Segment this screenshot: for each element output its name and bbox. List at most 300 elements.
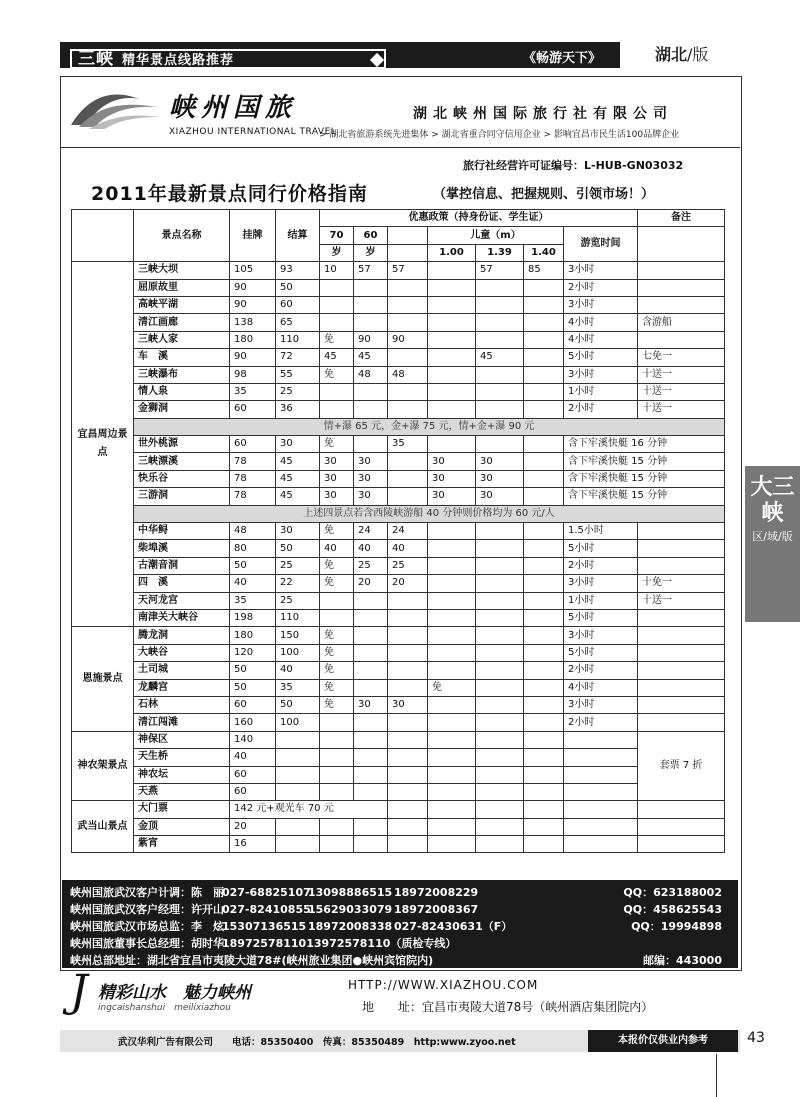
table-cell <box>638 836 725 853</box>
contact-row <box>70 935 730 952</box>
child-140-price <box>524 679 564 696</box>
footer-publisher: 武汉华利广告有限公司 电话：85350400 传真：85350489 http:www.zyoo.net <box>118 1037 516 1048</box>
age70-price: 30 <box>320 453 354 470</box>
extra-price <box>388 644 428 661</box>
age70-price <box>320 279 354 296</box>
contact-phone: 18972008229 <box>394 886 479 899</box>
listed-price: 50 <box>230 679 276 696</box>
contact-row <box>70 901 730 918</box>
duration: 含下牢溪快艇 15 分钟 <box>564 453 725 470</box>
listed-price: 90 <box>230 296 276 313</box>
age60-price: 57 <box>354 262 388 279</box>
age70-price: 30 <box>320 488 354 505</box>
group-label: 武当山景点 <box>72 801 134 853</box>
header-age60: 60 <box>354 227 388 244</box>
spot-name: 高峡平湖 <box>134 296 230 313</box>
child-140-price <box>524 592 564 609</box>
table-cell <box>388 731 428 748</box>
age60-price <box>354 609 388 626</box>
age70-price: 免 <box>320 662 354 679</box>
spot-name: 清江画廊 <box>134 314 230 331</box>
age70-price <box>320 314 354 331</box>
child-139-price: 57 <box>476 262 524 279</box>
child-140-price <box>524 557 564 574</box>
slogan-pinyin: ingcaishanshui meilixiazhou <box>98 1003 231 1013</box>
extra-price: 30 <box>388 696 428 713</box>
listed-price: 90 <box>230 349 276 366</box>
remark: 含游船 <box>638 314 725 331</box>
child-140-price <box>524 349 564 366</box>
contact-name: 峡州国旅武汉客户计调：陈 丽 <box>70 886 224 899</box>
child-140-price <box>524 575 564 592</box>
remark <box>638 279 725 296</box>
listed-price: 138 <box>230 314 276 331</box>
child-100-price: 免 <box>428 679 476 696</box>
contact-phone: 18972008338 <box>308 920 393 933</box>
edition-region: 湖北 <box>655 45 688 64</box>
remark: 十送一 <box>638 592 725 609</box>
table-row <box>72 836 725 853</box>
table-cell <box>388 749 428 766</box>
contact-list <box>70 884 730 969</box>
contact-qq: QQ：458625543 <box>623 903 722 916</box>
remark: 十送一 <box>638 366 725 383</box>
age70-price <box>320 592 354 609</box>
table-header-row <box>72 210 725 227</box>
table-cell <box>276 749 320 766</box>
contact-phone: 13972578110（质检专线） <box>306 937 457 950</box>
child-140-price <box>524 366 564 383</box>
listed-price: 120 <box>230 644 276 661</box>
age60-price <box>354 714 388 731</box>
table-row <box>72 540 725 557</box>
table-row <box>72 262 725 279</box>
child-140-price <box>524 470 564 487</box>
age70-price: 30 <box>320 470 354 487</box>
footer-disclaimer: 本报价仅供业内参考 <box>588 1030 738 1052</box>
contact-phone: 13098886515 <box>308 886 393 899</box>
table-row <box>72 627 725 644</box>
table-row <box>72 644 725 661</box>
header-spot-name: 景点名称 <box>134 210 230 262</box>
child-139-price <box>476 401 524 418</box>
header-corner <box>72 210 134 262</box>
child-100-price <box>428 592 476 609</box>
age70-price: 免 <box>320 644 354 661</box>
duration: 4小时 <box>564 331 638 348</box>
child-100-price <box>428 557 476 574</box>
child-139-price <box>476 366 524 383</box>
company-name: 湖北峡州国际旅行社有限公司 <box>413 106 673 122</box>
note-row <box>72 505 725 522</box>
listed-price: 40 <box>230 575 276 592</box>
settle-price: 100 <box>276 714 320 731</box>
table-cell <box>476 749 524 766</box>
extra-price <box>388 470 428 487</box>
table-cell <box>276 836 320 853</box>
settle-price: 72 <box>276 349 320 366</box>
spot-name: 土司城 <box>134 662 230 679</box>
table-row <box>72 453 725 470</box>
header-remarks: 备注 <box>638 210 725 227</box>
child-139-price <box>476 523 524 540</box>
table-cell <box>354 836 388 853</box>
remark <box>638 627 725 644</box>
age60-price: 30 <box>354 488 388 505</box>
spot-name: 三游洞 <box>134 488 230 505</box>
child-139-price: 30 <box>476 470 524 487</box>
child-100-price <box>428 436 476 453</box>
side-tab-title: 大三峡 <box>750 474 795 526</box>
duration: 含下牢溪快艇 15 分钟 <box>564 470 725 487</box>
table-cell <box>524 766 564 783</box>
table-cell <box>476 836 524 853</box>
table-cell <box>428 836 476 853</box>
child-140-price <box>524 296 564 313</box>
table-row <box>72 436 725 453</box>
child-139-price <box>476 279 524 296</box>
table-row <box>72 749 725 766</box>
table-cell <box>428 766 476 783</box>
spot-name: 屈原故里 <box>134 279 230 296</box>
child-139-price <box>476 296 524 313</box>
child-140-price <box>524 714 564 731</box>
age60-price <box>354 627 388 644</box>
duration: 2小时 <box>564 401 638 418</box>
age60-price <box>354 296 388 313</box>
header-age-unit: 岁 <box>354 244 388 261</box>
table-row <box>72 801 725 818</box>
child-100-price <box>428 575 476 592</box>
table-row <box>72 470 725 487</box>
remark <box>638 662 725 679</box>
child-139-price <box>476 714 524 731</box>
duration: 3小时 <box>564 366 638 383</box>
settle-price: 35 <box>276 679 320 696</box>
child-100-price <box>428 714 476 731</box>
price-note: 情+瀑 65 元，金+瀑 75 元，情+金+瀑 90 元 <box>134 418 725 435</box>
table-row <box>72 488 725 505</box>
table-cell <box>388 766 428 783</box>
header-blank <box>388 244 428 261</box>
settle-price: 55 <box>276 366 320 383</box>
wave-logo-icon <box>69 85 161 131</box>
spot-name: 腾龙洞 <box>134 627 230 644</box>
table-cell <box>524 818 564 835</box>
remark <box>638 331 725 348</box>
price-table-body <box>72 210 725 853</box>
spot-name: 神农坛 <box>134 766 230 783</box>
table-cell <box>638 818 725 835</box>
contact-row <box>70 918 730 935</box>
child-100-price <box>428 314 476 331</box>
table-cell <box>564 749 638 766</box>
table-row <box>72 731 725 748</box>
contact-phone: 027-82430631（F） <box>394 920 513 933</box>
listed-price: 50 <box>230 662 276 679</box>
contact-row <box>70 884 730 901</box>
extra-price: 40 <box>388 540 428 557</box>
series-label: 精华景点线路推荐 <box>122 53 235 68</box>
age60-price <box>354 401 388 418</box>
table-cell <box>428 818 476 835</box>
listed-price: 60 <box>230 696 276 713</box>
listed-price: 60 <box>230 436 276 453</box>
settle-price: 60 <box>276 296 320 313</box>
listed-price: 78 <box>230 488 276 505</box>
contact-phone: 18972008367 <box>394 903 479 916</box>
listed-price: 35 <box>230 592 276 609</box>
table-cell <box>388 801 428 818</box>
header-height-100: 1.00 <box>428 244 476 261</box>
group-label: 神农架景点 <box>72 731 134 801</box>
age70-price: 免 <box>320 331 354 348</box>
child-139-price <box>476 540 524 557</box>
slogan-letter: J <box>70 966 88 1017</box>
header-duration: 游览时间 <box>564 227 638 262</box>
table-row <box>72 575 725 592</box>
age60-price: 24 <box>354 523 388 540</box>
spot-name: 三峡大坝 <box>134 262 230 279</box>
spot-name: 情人泉 <box>134 383 230 400</box>
contact-blank <box>495 935 622 952</box>
group-remark: 套票 7 折 <box>638 731 725 801</box>
page-header <box>60 38 740 72</box>
remark <box>638 262 725 279</box>
age60-price: 25 <box>354 557 388 574</box>
remark: 十送一 <box>638 383 725 400</box>
child-140-price <box>524 436 564 453</box>
contact-blank <box>623 935 730 952</box>
contact-phone: 027-82410855 <box>222 903 311 916</box>
listed-price: 16 <box>230 836 276 853</box>
age60-price <box>354 662 388 679</box>
table-cell <box>428 731 476 748</box>
remark <box>638 296 725 313</box>
child-100-price <box>428 696 476 713</box>
listed-price: 80 <box>230 540 276 557</box>
age60-price <box>354 679 388 696</box>
listed-price: 98 <box>230 366 276 383</box>
contact-row <box>70 952 730 969</box>
settle-price: 110 <box>276 609 320 626</box>
divider <box>716 1054 717 1097</box>
header-discount: 优惠政策（持身份证、学生证） <box>320 210 638 227</box>
table-cell <box>564 766 638 783</box>
child-140-price <box>524 401 564 418</box>
spot-name: 南津关大峡谷 <box>134 609 230 626</box>
settle-price: 45 <box>276 470 320 487</box>
table-cell <box>524 731 564 748</box>
table-cell <box>476 731 524 748</box>
divider <box>61 147 740 148</box>
duration: 3小时 <box>564 575 638 592</box>
table-cell <box>320 766 354 783</box>
table-cell <box>276 731 320 748</box>
child-139-price: 30 <box>476 488 524 505</box>
remark <box>638 523 725 540</box>
settle-price: 93 <box>276 262 320 279</box>
child-139-price <box>476 331 524 348</box>
table-cell <box>354 749 388 766</box>
table-cell <box>564 836 638 853</box>
child-139-price <box>476 696 524 713</box>
duration: 2小时 <box>564 714 638 731</box>
duration: 3小时 <box>564 696 638 713</box>
table-row <box>72 331 725 348</box>
company-address: 地 址：宜昌市夷陵大道78号（峡州酒店集团院内） <box>362 1000 654 1014</box>
child-140-price: 85 <box>524 262 564 279</box>
table-row <box>72 696 725 713</box>
child-140-price <box>524 488 564 505</box>
table-row <box>72 383 725 400</box>
contact-qq: QQ：623188002 <box>623 886 722 899</box>
header-height-140: 1.40 <box>524 244 564 261</box>
child-139-price <box>476 557 524 574</box>
child-100-price <box>428 662 476 679</box>
child-100-price <box>428 262 476 279</box>
table-cell <box>564 801 638 818</box>
remark <box>638 609 725 626</box>
child-139-price <box>476 592 524 609</box>
table-cell <box>524 801 564 818</box>
extra-price <box>388 349 428 366</box>
settle-price: 22 <box>276 575 320 592</box>
age60-price: 40 <box>354 540 388 557</box>
age60-price: 48 <box>354 366 388 383</box>
table-cell <box>354 731 388 748</box>
remark <box>638 679 725 696</box>
table-cell <box>354 766 388 783</box>
table-cell <box>476 818 524 835</box>
table-cell <box>320 783 354 800</box>
child-139-price: 30 <box>476 453 524 470</box>
child-140-price <box>524 523 564 540</box>
age70-price: 免 <box>320 366 354 383</box>
table-cell <box>320 731 354 748</box>
child-139-price <box>476 436 524 453</box>
header-height-139: 1.39 <box>476 244 524 261</box>
age70-price <box>320 296 354 313</box>
duration: 含下牢溪快艇 16 分钟 <box>564 436 725 453</box>
listed-price: 78 <box>230 453 276 470</box>
settle-price: 50 <box>276 279 320 296</box>
age60-price: 30 <box>354 470 388 487</box>
table-cell <box>476 801 524 818</box>
listed-price: 140 <box>230 731 276 748</box>
table-cell <box>564 818 638 835</box>
child-139-price <box>476 575 524 592</box>
child-100-price <box>428 331 476 348</box>
child-100-price: 30 <box>428 488 476 505</box>
contact-name: 峡州国旅武汉市场总监：李 炫 <box>70 920 224 933</box>
duration: 5小时 <box>564 644 638 661</box>
duration: 5小时 <box>564 609 638 626</box>
settle-price: 30 <box>276 436 320 453</box>
table-row <box>72 609 725 626</box>
extra-price: 57 <box>388 262 428 279</box>
duration: 2小时 <box>564 279 638 296</box>
settle-price: 25 <box>276 383 320 400</box>
table-row <box>72 279 725 296</box>
remark <box>638 714 725 731</box>
child-100-price <box>428 383 476 400</box>
brand-english: XIAZHOU INTERNATIONAL TRAVEL <box>169 127 337 137</box>
header-age-unit: 岁 <box>320 244 354 261</box>
spot-name: 龙麟宫 <box>134 679 230 696</box>
spot-name: 三峡人家 <box>134 331 230 348</box>
settle-price: 50 <box>276 540 320 557</box>
duration: 3小时 <box>564 262 638 279</box>
spot-name: 天燕 <box>134 783 230 800</box>
table-row <box>72 296 725 313</box>
listed-price: 60 <box>230 766 276 783</box>
table-cell <box>524 836 564 853</box>
table-cell <box>276 818 320 835</box>
table-row <box>72 349 725 366</box>
table-row <box>72 557 725 574</box>
page-number: 43 <box>747 1030 765 1046</box>
age60-price: 90 <box>354 331 388 348</box>
brand-name: 峡州国旅 <box>169 93 298 123</box>
table-row <box>72 314 725 331</box>
slogan-block <box>62 966 738 1020</box>
spot-name: 大峡谷 <box>134 644 230 661</box>
header-bar <box>60 42 620 68</box>
child-140-price <box>524 662 564 679</box>
extra-price: 25 <box>388 557 428 574</box>
extra-price <box>388 401 428 418</box>
age60-price: 30 <box>354 453 388 470</box>
table-cell <box>276 766 320 783</box>
age70-price: 免 <box>320 557 354 574</box>
extra-price: 48 <box>388 366 428 383</box>
child-100-price <box>428 366 476 383</box>
page-footer <box>60 1030 740 1052</box>
remark <box>638 557 725 574</box>
extra-price <box>388 662 428 679</box>
header-blank <box>388 227 428 244</box>
table-cell <box>564 783 638 800</box>
table-cell <box>388 783 428 800</box>
contact-phone: 18972578110 <box>222 937 307 950</box>
extra-price <box>388 609 428 626</box>
table-row <box>72 592 725 609</box>
extra-price: 24 <box>388 523 428 540</box>
table-cell <box>276 783 320 800</box>
spot-name: 大门票 <box>134 801 230 818</box>
child-140-price <box>524 644 564 661</box>
slogan-text: 精彩山水 魅力峡州 <box>98 983 251 1003</box>
spot-name: 车 溪 <box>134 349 230 366</box>
age70-price: 免 <box>320 627 354 644</box>
extra-price: 20 <box>388 575 428 592</box>
table-row <box>72 523 725 540</box>
age60-price <box>354 644 388 661</box>
duration: 4小时 <box>564 314 638 331</box>
table-row <box>72 818 725 835</box>
age70-price: 免 <box>320 436 354 453</box>
duration: 1小时 <box>564 383 638 400</box>
child-100-price <box>428 279 476 296</box>
remark <box>638 644 725 661</box>
remark: 十免一 <box>638 575 725 592</box>
child-139-price <box>476 644 524 661</box>
duration: 4小时 <box>564 679 638 696</box>
age70-price: 免 <box>320 523 354 540</box>
website-url[interactable]: HTTP://WWW.XIAZHOU.COM <box>348 978 539 992</box>
settle-price: 30 <box>276 523 320 540</box>
